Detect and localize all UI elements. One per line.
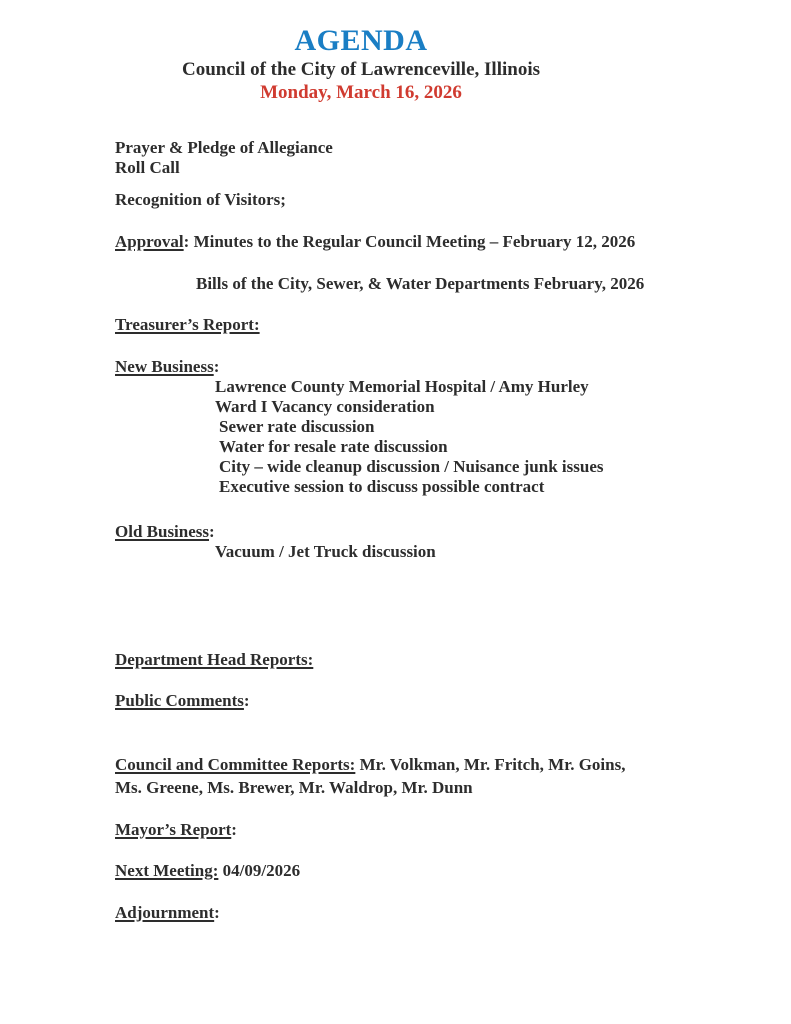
old-business-colon: :: [209, 522, 215, 541]
council-committee-reports-label: Council and Committee Reports:: [115, 755, 356, 774]
old-business-item: Vacuum / Jet Truck discussion: [215, 542, 436, 561]
new-business-item: Lawrence County Memorial Hospital / Amy Hurley: [215, 377, 589, 396]
approval-label: Approval: [115, 232, 184, 251]
old-business-heading: [115, 522, 736, 542]
new-business-item: Ward I Vacancy consideration: [215, 397, 435, 416]
next-meeting-date: 04/09/2026: [218, 861, 301, 880]
new-business-item: Water for resale rate discussion: [219, 437, 448, 456]
adjournment-heading: [115, 903, 736, 923]
adjournment-colon: :: [214, 903, 220, 922]
treasurers-report-heading: Treasurer’s Report:: [115, 315, 260, 334]
old-business-label: Old Business: [115, 522, 210, 541]
council-members-part2: Ms. Greene, Ms. Brewer, Mr. Waldrop, Mr. Dunn: [115, 778, 473, 797]
mayors-report-label: Mayor’s Report: [115, 820, 232, 839]
new-business-item: City – wide cleanup discussion / Nuisance junk issues: [219, 457, 604, 476]
prayer-pledge-line: Prayer & Pledge of Allegiance: [115, 138, 333, 157]
page-title: AGENDA: [294, 24, 428, 57]
public-comments-heading: [115, 691, 736, 711]
new-business-item: Sewer rate discussion: [219, 417, 375, 436]
mayors-report-colon: :: [231, 820, 237, 839]
adjournment-label: Adjournment: [115, 903, 215, 922]
approval-line: [115, 232, 736, 252]
new-business-heading: [115, 357, 736, 377]
new-business-item: Executive session to discuss possible contract: [219, 477, 545, 496]
council-subtitle: Council of the City of Lawrenceville, Illinois: [182, 59, 540, 80]
mayors-report-heading: [115, 820, 736, 840]
new-business-colon: :: [213, 357, 220, 376]
bills-line: Bills of the City, Sewer, & Water Departments February, 2026: [196, 274, 645, 293]
public-comments-colon: :: [243, 691, 250, 710]
recognition-of-visitors-line: Recognition of Visitors;: [115, 190, 286, 209]
department-head-reports-heading: Department Head Reports:: [115, 650, 314, 669]
council-committee-reports-line: [115, 753, 736, 776]
approval-minutes-text: : Minutes to the Regular Council Meeting – February 12, 2026: [183, 232, 636, 251]
next-meeting-label: Next Meeting:: [115, 861, 219, 880]
council-members-part1: Mr. Volkman, Mr. Fritch, Mr. Goins,: [355, 755, 626, 774]
public-comments-label: Public Comments: [115, 691, 244, 710]
next-meeting-line: [115, 861, 736, 881]
document-header: [115, 24, 607, 104]
roll-call-line: Roll Call: [115, 158, 180, 177]
new-business-label: New Business: [115, 357, 214, 376]
agenda-body: [115, 138, 736, 923]
meeting-date: Monday, March 16, 2026: [260, 82, 462, 103]
